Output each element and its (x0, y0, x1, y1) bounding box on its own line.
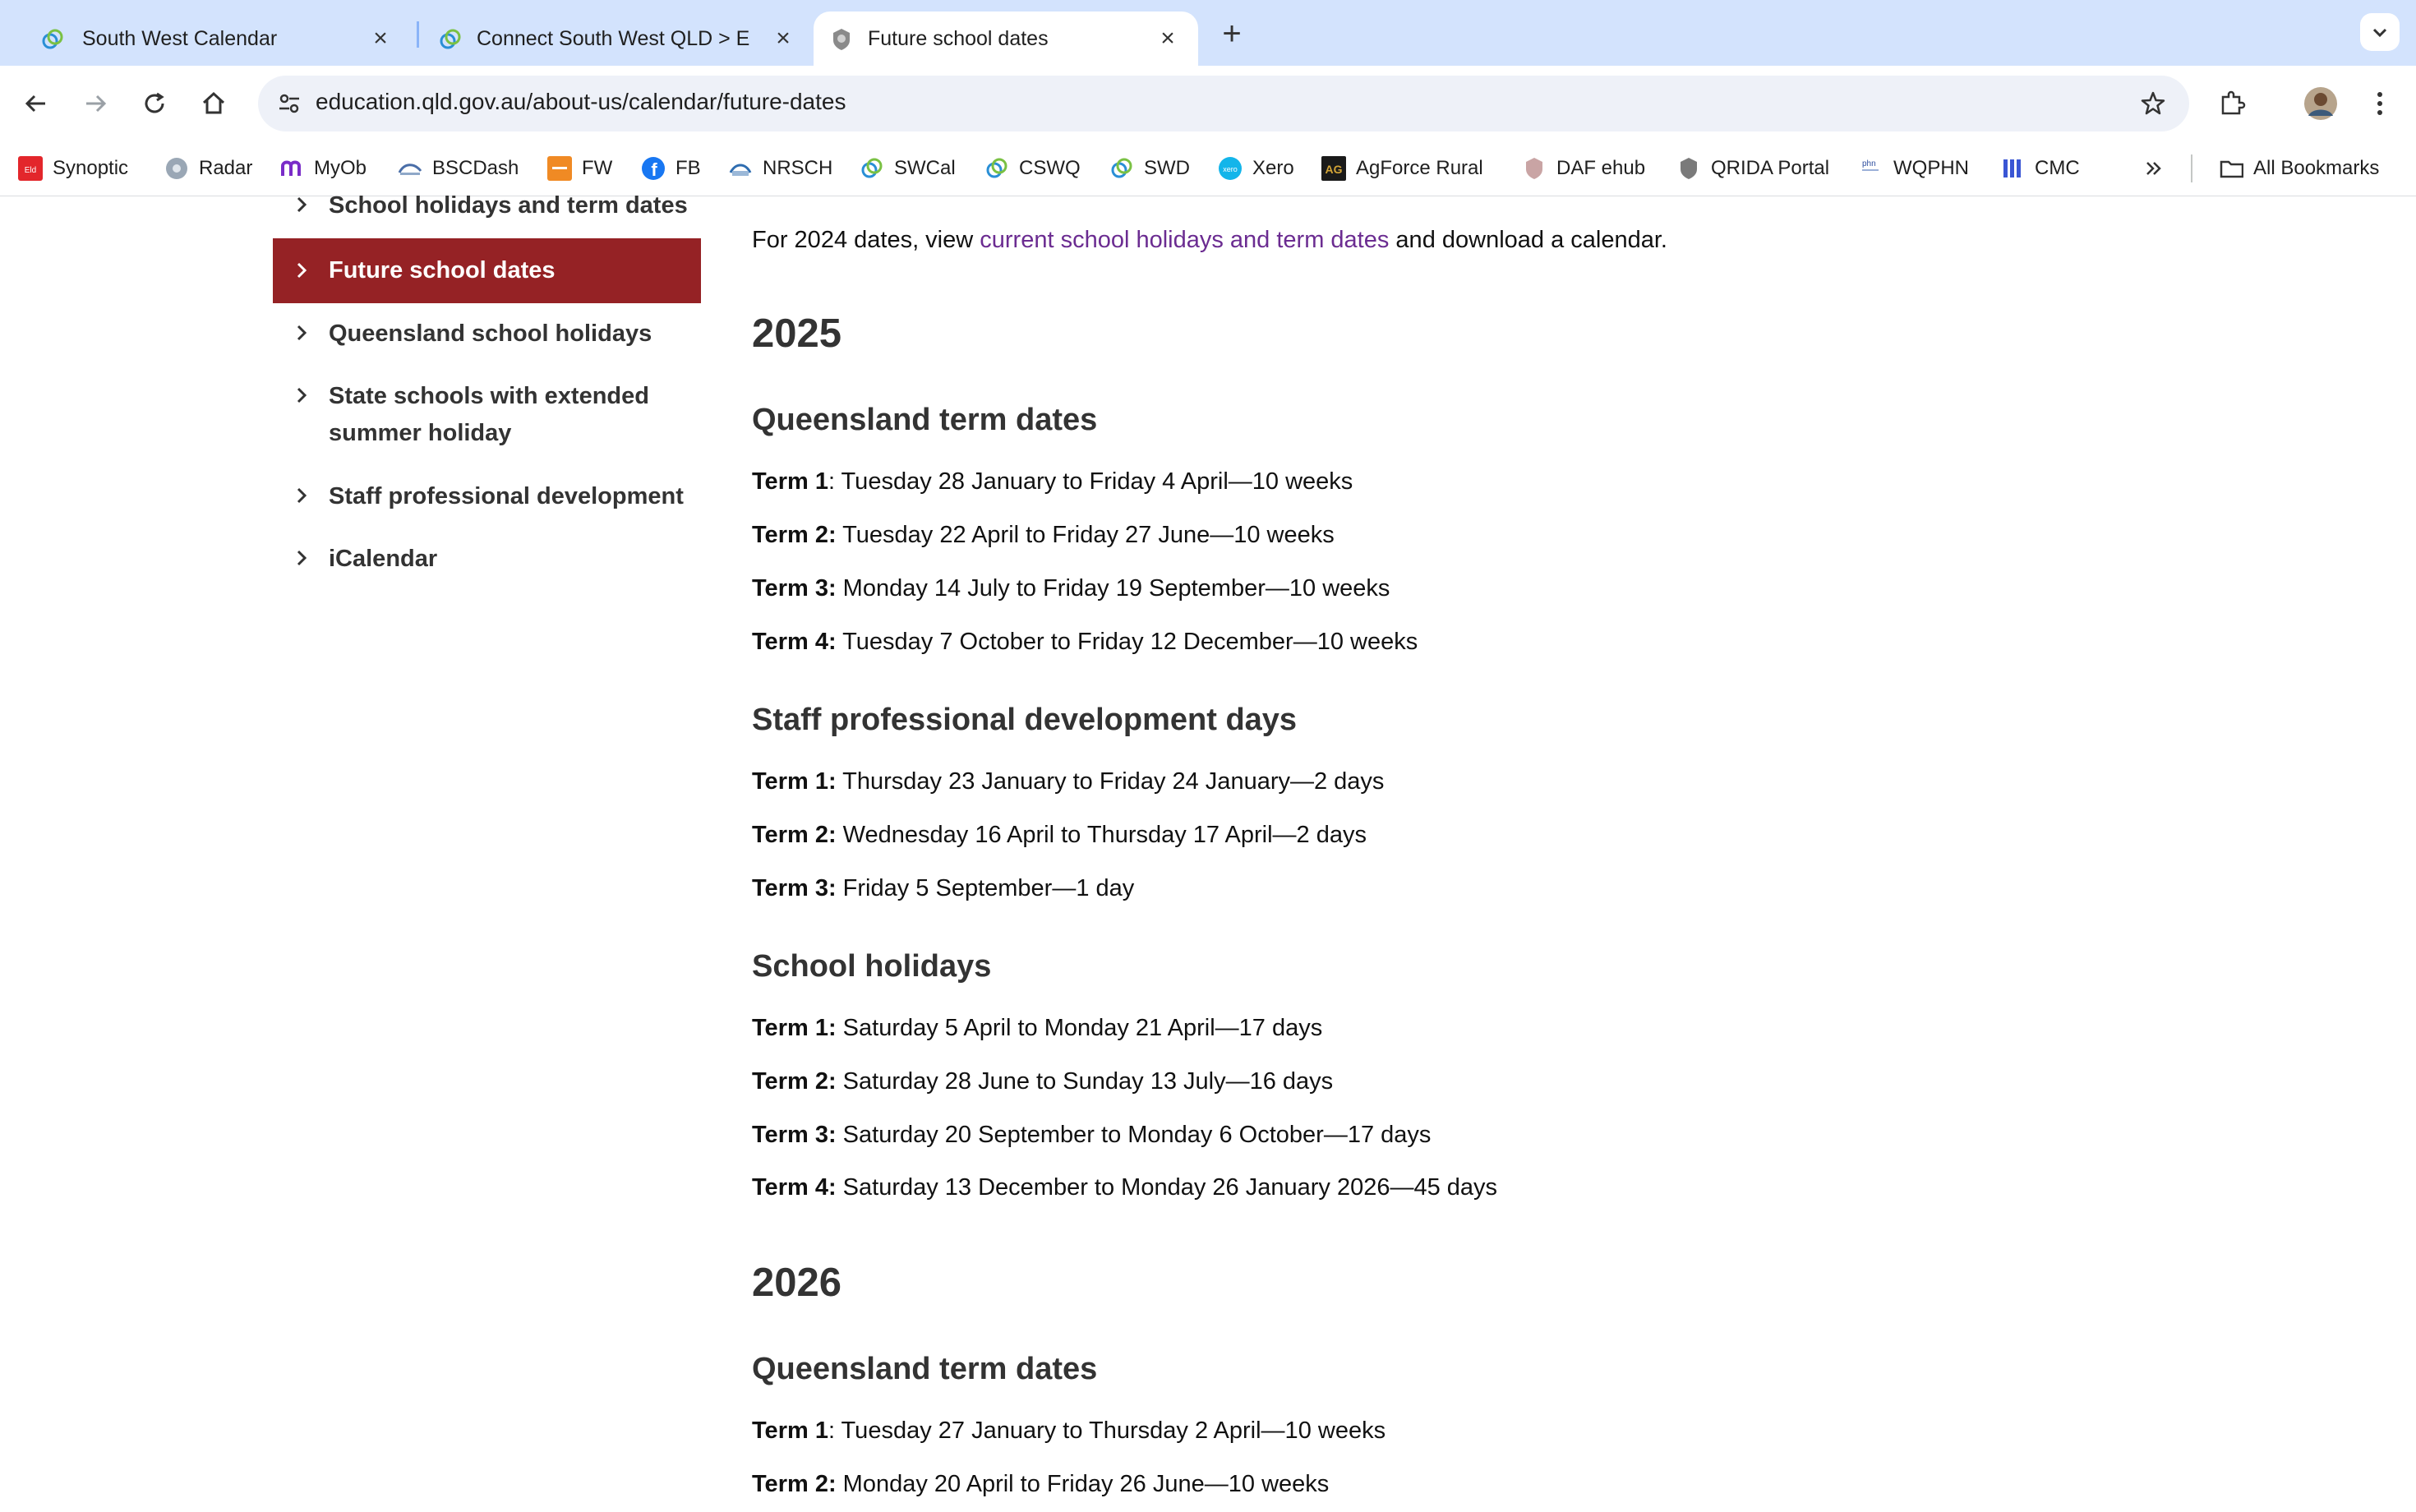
bookmark-cmc[interactable] (2000, 153, 2080, 184)
bookmark-label: AgForce Rural (1356, 157, 1483, 179)
avatar-icon (2303, 86, 2338, 121)
bookmark-label: QRIDA Portal (1711, 157, 1830, 179)
sidebar-item-icalendar[interactable] (273, 541, 701, 578)
bookmark-label: Synoptic (53, 157, 129, 179)
bookmark-label: FB (675, 157, 701, 179)
tab-south-west-calendar[interactable] (0, 12, 411, 66)
phn-icon (1859, 156, 1883, 181)
bookmark-daf-ehub[interactable] (1522, 153, 1645, 184)
close-icon[interactable]: × (1160, 25, 1175, 52)
year-heading: 2025 (752, 311, 842, 356)
home-icon (200, 90, 228, 118)
term-row: Term 3: Friday 5 September—1 day (752, 875, 1135, 901)
term-row: Term 1: Saturday 5 April to Monday 21 April—17 days (752, 1015, 1323, 1041)
term-row: Term 1: Tuesday 27 January to Thursday 2 April—10 weeks (752, 1418, 1386, 1444)
tune-icon (277, 91, 302, 116)
bookmarks-overflow-button[interactable] (2142, 153, 2166, 184)
term-row: Term 2: Tuesday 22 April to Friday 27 June—10 weeks (752, 522, 1335, 548)
swc-logo-icon (39, 26, 66, 53)
chevron-right-icon (291, 385, 312, 406)
term-row: Term 3: Saturday 20 September to Monday 6 October—17 days (752, 1122, 1432, 1148)
myob-icon (279, 156, 304, 181)
tab-future-school-dates[interactable] (814, 12, 1198, 66)
cmc-icon (2000, 156, 2025, 181)
term-row: Term 2: Wednesday 16 April to Thursday 17 April—2 days (752, 822, 1367, 848)
tab-title: Connect South West QLD > E (477, 26, 749, 50)
bookmark-fb[interactable] (641, 153, 701, 184)
bookmark-fw[interactable] (547, 153, 612, 184)
sidebar-item-label: School holidays and term dates (329, 192, 688, 219)
qld-crest-icon (1522, 156, 1547, 181)
forward-button[interactable] (76, 84, 115, 123)
chevron-right-icon (291, 194, 312, 215)
bookmark-label: CMC (2035, 157, 2080, 179)
term-row: Term 4: Saturday 13 December to Monday 26 January 2026—45 days (752, 1174, 1498, 1201)
sidebar-item-label: Queensland school holidays (329, 320, 652, 347)
site-info-icon[interactable] (271, 85, 307, 122)
tab-strip (0, 0, 2416, 66)
section-heading: Queensland term dates (752, 1352, 1098, 1386)
arrow-right-icon (81, 90, 109, 118)
term-row: Term 1: Thursday 23 January to Friday 24 January—2 days (752, 768, 1385, 795)
bookmark-label: Radar (199, 157, 253, 179)
xero-icon (1218, 156, 1243, 181)
browser-toolbar (0, 66, 2416, 141)
bookmark-label: FW (582, 157, 613, 179)
bookmark-label: SWD (1144, 157, 1190, 179)
bookmark-label: SWCal (894, 157, 956, 179)
chevron-down-icon (2370, 22, 2390, 42)
swc-logo-icon (860, 156, 884, 181)
menu-button[interactable] (2360, 84, 2400, 123)
bookmark-label: WQPHN (1893, 157, 1969, 179)
bookmark-nrsch[interactable] (728, 153, 832, 184)
svg-text:f: f (651, 159, 657, 180)
svg-text:xero: xero (1223, 165, 1238, 173)
close-icon[interactable]: × (373, 25, 388, 52)
puzzle-icon (2217, 89, 2247, 118)
svg-text:AG: AG (1325, 163, 1343, 176)
intro-paragraph (752, 227, 1667, 254)
profile-avatar[interactable] (2301, 84, 2340, 123)
bookmark-star-button[interactable] (2135, 85, 2171, 122)
chevron-right-icon (291, 485, 312, 506)
address-bar[interactable] (258, 76, 2189, 131)
more-vert-icon (2376, 90, 2384, 118)
term-row: Term 3: Monday 14 July to Friday 19 September—10 weeks (752, 575, 1390, 602)
bookmark-label: MyOb (314, 157, 367, 179)
elders-icon (18, 156, 43, 181)
sidebar-item-label: iCalendar (329, 546, 438, 572)
bookmark-xero[interactable] (1218, 153, 1294, 184)
sidebar-item-future-school-dates[interactable] (273, 238, 701, 303)
qld-crest-icon (1676, 156, 1701, 181)
bookmark-cswq[interactable] (984, 153, 1081, 184)
section-heading: Queensland term dates (752, 403, 1098, 437)
term-row: Term 2: Monday 20 April to Friday 26 June—10 weeks (752, 1471, 1330, 1497)
bookmarks-divider (2191, 154, 2192, 182)
url-text[interactable]: education.qld.gov.au/about-us/calendar/future-dates (316, 89, 846, 114)
tab-search-button[interactable] (2360, 13, 2400, 51)
sidebar-item-queensland-school-holidays[interactable] (273, 316, 701, 353)
bookmark-label: CSWQ (1019, 157, 1081, 179)
bookmark-radar[interactable] (164, 153, 252, 184)
bscdash-icon (398, 156, 422, 181)
home-button[interactable] (194, 84, 233, 123)
bookmark-label: All Bookmarks (2253, 157, 2380, 179)
chevron-right-icon (291, 322, 312, 343)
facebook-icon (641, 156, 666, 181)
nrsch-icon (728, 156, 753, 181)
bookmark-label: DAF ehub (1556, 157, 1646, 179)
sidebar-item-school-holidays-term-dates[interactable] (273, 187, 701, 224)
swc-logo-icon (437, 26, 463, 53)
tab-title: Future school dates (868, 26, 1049, 50)
intro-text: and download a calendar. (1389, 227, 1667, 253)
svg-text:Eld: Eld (24, 166, 37, 175)
bookmark-qrida-portal[interactable] (1676, 153, 1829, 184)
folder-icon (2219, 156, 2243, 181)
sidebar-item-label: State schools with extended summer holiday (329, 383, 649, 446)
swc-logo-icon (1109, 156, 1134, 181)
sidebar-item-label: Staff professional development (329, 483, 684, 509)
agforce-icon (1321, 156, 1346, 181)
reload-button[interactable] (135, 84, 174, 123)
section-heading: Staff professional development days (752, 703, 1298, 737)
bookmark-swd[interactable] (1109, 153, 1190, 184)
bookmark-label: NRSCH (763, 157, 833, 179)
all-bookmarks-button[interactable] (2219, 153, 2379, 184)
reload-icon (141, 90, 168, 118)
sidebar-item-extended-summer-holiday[interactable] (273, 378, 659, 452)
new-tab-button[interactable]: + (1222, 15, 1242, 52)
fw-icon (547, 156, 572, 181)
bookmark-synoptic[interactable] (18, 153, 128, 184)
bookmark-myob[interactable] (279, 153, 367, 184)
bookmark-label: BSCDash (432, 157, 519, 179)
swc-logo-icon (984, 156, 1009, 181)
term-row: Term 4: Tuesday 7 October to Friday 12 December—10 weeks (752, 629, 1418, 655)
section-heading: School holidays (752, 949, 992, 984)
sidebar-item-label: Future school dates (329, 257, 556, 284)
tab-connect-south-west[interactable] (421, 12, 814, 66)
bookmark-agforce-rural[interactable] (1321, 153, 1483, 184)
bookmark-label: Xero (1252, 157, 1294, 179)
bookmark-wqphn[interactable] (1859, 153, 1969, 184)
arrow-left-icon (22, 90, 50, 118)
svg-text:phn: phn (1862, 159, 1876, 168)
term-row: Term 2: Saturday 28 June to Sunday 13 July—16 days (752, 1068, 1334, 1095)
close-icon[interactable]: × (776, 25, 791, 52)
bookmark-swcal[interactable] (860, 153, 956, 184)
year-heading: 2026 (752, 1261, 842, 1305)
qld-crest-icon (828, 26, 855, 53)
tab-separator (417, 21, 419, 48)
extensions-button[interactable] (2212, 84, 2252, 123)
term-row: Term 1: Tuesday 28 January to Friday 4 April—10 weeks (752, 468, 1353, 495)
intro-text: For 2024 dates, view (752, 227, 980, 253)
sidebar-item-staff-professional-development[interactable] (273, 478, 701, 515)
tab-title: South West Calendar (82, 26, 278, 50)
chevron-right-icon (291, 260, 312, 281)
bookmark-bscdash[interactable] (398, 153, 519, 184)
current-dates-link[interactable]: current school holidays and term dates (980, 227, 1390, 253)
radar-icon (164, 156, 189, 181)
star-icon (2139, 90, 2167, 118)
back-button[interactable] (16, 84, 56, 123)
chevron-right-icon (291, 547, 312, 569)
double-chevron-right-icon (2142, 156, 2166, 181)
